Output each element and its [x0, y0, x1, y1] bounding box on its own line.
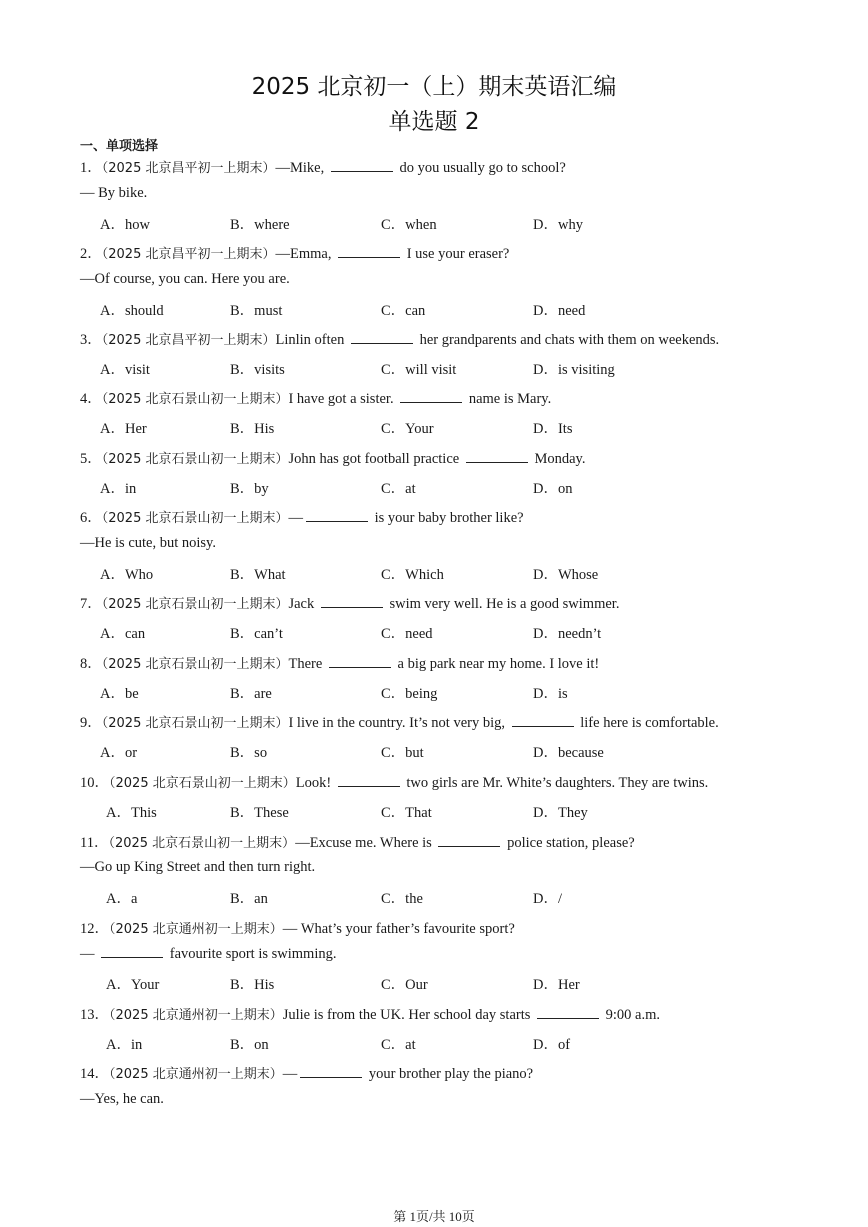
option-c: C．can — [381, 303, 426, 319]
question-13-options — [106, 1033, 806, 1053]
question-11-options — [106, 887, 806, 907]
option-c: C．will visit — [381, 362, 457, 378]
answer-blank — [466, 450, 528, 463]
answer-blank — [300, 1065, 362, 1078]
question-14: 14．（2025 北京通州初一上期末）— your brother play the piano? — [80, 1066, 534, 1082]
option-d: D．because — [533, 745, 604, 761]
question-5: 5．（2025 北京石景山初一上期末）John has got football practice Monday. — [80, 451, 586, 467]
option-c: C．Our — [381, 977, 428, 993]
option-a: A．in — [100, 481, 137, 497]
question-11-reply: —Go up King Street and then turn right. — [80, 859, 316, 875]
question-4-options — [100, 417, 800, 437]
option-a: A．or — [100, 745, 138, 761]
option-b: B．an — [230, 891, 268, 907]
option-b: B．visits — [230, 362, 285, 378]
question-7-options — [100, 622, 800, 642]
answer-blank — [537, 1006, 599, 1019]
document-subtitle: 单选题 2 — [388, 109, 480, 135]
option-c: C．Your — [381, 421, 434, 437]
option-b: B．can’t — [230, 626, 283, 642]
option-a: A．This — [106, 805, 157, 821]
option-b: B．so — [230, 745, 268, 761]
question-2-options — [100, 299, 800, 319]
option-d: D．Whose — [533, 567, 599, 583]
question-2: 2．（2025 北京昌平初一上期末）—Emma, I use your eraser? — [80, 246, 510, 262]
option-d: D．of — [533, 1037, 571, 1053]
option-a: A．can — [100, 626, 146, 642]
page-footer: 第 1页/共 10页 — [393, 1209, 475, 1224]
question-12: 12．（2025 北京通州初一上期末）— What’s your father’s favourite sport? — [80, 921, 515, 937]
answer-blank — [329, 655, 391, 668]
option-d: D．Her — [533, 977, 580, 993]
question-7: 7．（2025 北京石景山初一上期末）Jack swim very well. He is a good swimmer. — [80, 596, 620, 612]
option-a: A．visit — [100, 362, 150, 378]
option-b: B．must — [230, 303, 283, 319]
question-6-reply: —He is cute, but noisy. — [80, 535, 216, 551]
question-5-options — [100, 477, 800, 497]
option-c: C．but — [381, 745, 424, 761]
option-b: B．These — [230, 805, 289, 821]
answer-blank — [400, 390, 462, 403]
question-2-reply: —Of course, you can. Here you are. — [80, 271, 290, 287]
question-10-options — [106, 801, 806, 821]
option-b: B．on — [230, 1037, 269, 1053]
option-c: C．at — [381, 1037, 416, 1053]
question-8-options — [100, 682, 800, 702]
option-d: D．/ — [533, 891, 562, 907]
document-title: 2025 北京初一（上）期末英语汇编 — [251, 74, 617, 100]
question-13: 13．（2025 北京通州初一上期末）Julie is from the UK. Her school day starts 9:00 a.m. — [80, 1007, 661, 1023]
option-d: D．is visiting — [533, 362, 615, 378]
option-c: C．at — [381, 481, 416, 497]
answer-blank — [101, 945, 163, 958]
question-8: 8．（2025 北京石景山初一上期末）There a big park near my home. I love it! — [80, 656, 600, 672]
answer-blank — [338, 774, 400, 787]
option-b: B．His — [230, 977, 275, 993]
option-d: D．Its — [533, 421, 573, 437]
option-c: C．need — [381, 626, 433, 642]
option-d: D．needn’t — [533, 626, 602, 642]
answer-blank — [331, 159, 393, 172]
question-1-options — [100, 213, 800, 233]
option-a: A．in — [106, 1037, 143, 1053]
option-c: C．when — [381, 217, 437, 233]
question-3: 3．（2025 北京昌平初一上期末）Linlin often her grandparents and chats with them on weekends. — [80, 332, 720, 348]
question-11: 11．（2025 北京石景山初一上期末）—Excuse me. Where is police station, please? — [80, 835, 635, 851]
section-title: 一、单项选择 — [80, 139, 159, 154]
option-b: B．are — [230, 686, 272, 702]
option-a: A．should — [100, 303, 164, 319]
question-6: 6．（2025 北京石景山初一上期末）— is your baby brother like? — [80, 510, 524, 526]
question-12-reply: — favourite sport is swimming. — [80, 946, 337, 962]
option-d: D．why — [533, 217, 583, 233]
question-1-reply: — By bike. — [80, 185, 148, 201]
option-c: C．That — [381, 805, 432, 821]
question-14-reply: —Yes, he can. — [80, 1091, 164, 1107]
option-a: A．Her — [100, 421, 147, 437]
option-b: B．What — [230, 567, 286, 583]
option-b: B．where — [230, 217, 290, 233]
question-9-options — [100, 741, 800, 761]
answer-blank — [351, 331, 413, 344]
answer-blank — [321, 595, 383, 608]
option-c: C．the — [381, 891, 423, 907]
option-d: D．They — [533, 805, 588, 821]
question-12-options — [106, 973, 806, 993]
answer-blank — [438, 834, 500, 847]
option-c: C．being — [381, 686, 438, 702]
option-c: C．Which — [381, 567, 444, 583]
answer-blank — [512, 714, 574, 727]
option-a: A．Your — [106, 977, 160, 993]
question-1: 1．（2025 北京昌平初一上期末）—Mike, do you usually go to school? — [80, 160, 566, 176]
question-4: 4．（2025 北京石景山初一上期末）I have got a sister. name is Mary. — [80, 391, 552, 407]
question-6-options — [100, 563, 800, 583]
option-d: D．need — [533, 303, 586, 319]
option-b: B．by — [230, 481, 269, 497]
option-a: A．how — [100, 217, 150, 233]
option-a: A．Who — [100, 567, 154, 583]
option-d: D．is — [533, 686, 568, 702]
question-10: 10．（2025 北京石景山初一上期末）Look! two girls are Mr. White’s daughters. They are twins. — [80, 775, 709, 791]
answer-blank — [306, 509, 368, 522]
option-b: B．His — [230, 421, 275, 437]
option-a: A．a — [106, 891, 138, 907]
option-d: D．on — [533, 481, 573, 497]
question-9: 9．（2025 北京石景山初一上期末）I live in the country. It’s not very big, life here is comfortable. — [80, 715, 719, 731]
question-3-options — [100, 358, 800, 378]
answer-blank — [338, 245, 400, 258]
option-a: A．be — [100, 686, 139, 702]
